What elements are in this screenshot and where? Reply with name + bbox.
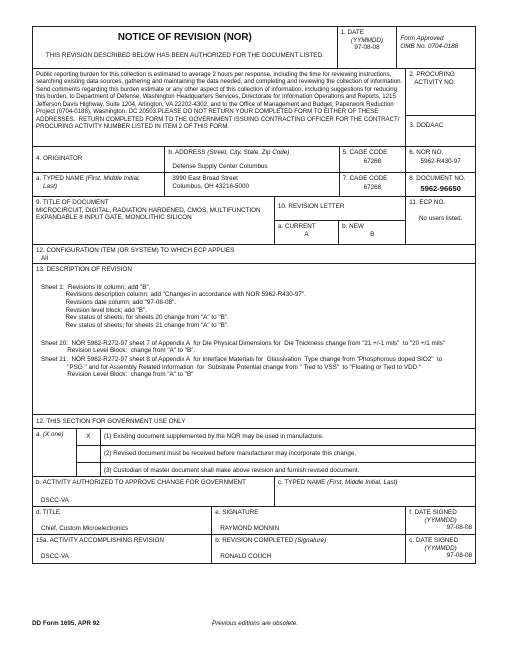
nor-form: [32, 26, 476, 564]
address-cell: [165, 147, 339, 172]
option-2-checkbox[interactable]: [77, 446, 101, 462]
options-col: [77, 429, 475, 476]
cage7-label: 7. CAGE CODE: [342, 175, 388, 182]
burden-cell: [33, 69, 406, 146]
authority-value: DSCC-VA: [41, 496, 69, 504]
title-sign-row: [33, 507, 475, 535]
date-signed-hint: (YYMMDD): [424, 516, 457, 524]
current-value: A: [304, 230, 309, 238]
typed-name-hint: (First, Middle Initial,: [85, 175, 141, 182]
accomplishing-label: 15a. ACTIVITY ACCOMPLISHING REVISION: [36, 537, 164, 544]
current-label: a. CURRENT: [277, 223, 316, 230]
procuring-label: 2. PROCURING ACTIVITY NO.: [409, 71, 456, 86]
cage5-value: 67268: [363, 157, 382, 165]
address-hint: (Street, City, State, Zip Code): [207, 149, 290, 156]
nor-cell: [406, 147, 475, 172]
docno-value: 5962-96650: [420, 183, 461, 193]
config-row: [33, 245, 475, 264]
new-cell: [339, 221, 405, 244]
cage5-cell: [340, 147, 407, 172]
signature-label: e. SIGNATURE: [215, 509, 259, 516]
doc-title-cell: [33, 197, 275, 244]
config-cell: [33, 245, 475, 263]
accomplishing-row: [33, 535, 475, 563]
footer-note: Previous editions are obsolete.: [212, 620, 299, 627]
cage7-value: 67268: [363, 183, 382, 191]
burden-text: Public reporting burden for this collection is estimated to average 2 hours per response, including the time for reviewing instructions, searching existing data sources, gathering and maintaining the data needed, and completing and reviewing the collection of information. Send comments regarding this burden estimate or any other aspect of this collection of information, including suggestions for reducing this burden, to Department of Defense, Washington Headquarters Services, Directorate for Information Operations and Reports, 1215 Jefferson Davis Highway, Suite 1204, Arlington, VA 22202-4302, and to the Office of Management and Budget, Paperwork Reduction Project (0704-0188), Washington, DC 20503.PLEASE DO NOT RETURN YOUR COMPLETED FORM TO EITHER OF THESE ADDRESSES. RETURN COMPLETED FORM TO THE GOVERNMENT ISSUING CONTRACTING OFFICER FOR THE CONTRACT/ PROCURING ACTIVITY NUMBER LISTED IN ITEM 2 OF THIS FORM.: [36, 71, 406, 130]
date-signed-15-label: c. DATE SIGNED: [409, 537, 459, 544]
gov-title-cell: [33, 507, 212, 534]
ecp-cell: [406, 197, 475, 244]
typed-name-hint2: Last): [43, 182, 57, 190]
form-subtitle: THIS REVISION DESCRIBED BELOW HAS BEEN AUTHORIZED FOR THE DOCUMENT LISTED.: [45, 51, 324, 59]
nor-label: 6. NOR NO.: [409, 149, 444, 156]
cage5-label: 5. CAGE CODE: [342, 149, 388, 156]
doc-title-value: MICROCIRCUIT, DIGITAL, RADIATION HARDENED, CMOS, MULTIFUNCTION EXPANDABLE 8 INPUT GATE, MONOLITHIC SILICON: [36, 206, 261, 222]
revision-completed-value: RONALD COUCH: [220, 552, 272, 560]
cage7-cell: [340, 173, 407, 196]
omb-number: OMB No. 0704-0188: [400, 42, 459, 50]
omb-cell: [397, 27, 475, 68]
originator-label: 4. ORIGINATOR: [36, 155, 83, 162]
dodaac-label: 3. DODAAC: [409, 122, 444, 129]
typed-name-cell: [33, 173, 165, 196]
street-cell: [165, 173, 339, 196]
authority-label: b. ACTIVITY AUTHORIZED TO APPROVE CHANGE FOR GOVERNMENT: [36, 479, 246, 486]
ecp-label: 11. ECP NO.: [409, 199, 446, 206]
option-2: [77, 446, 475, 463]
doc-title-label: 9. TITLE OF DOCUMENT: [36, 199, 109, 206]
revision-completed-label: b. REVISION COMPLETED: [215, 537, 294, 544]
revision-completed-hint: (Signature): [294, 537, 327, 544]
docno-label: 8. DOCUMENT NO.: [409, 175, 466, 182]
date-signed-value: 97-08-08: [446, 524, 472, 532]
option-2-text: (2) Revised document must be received before manufacturer may incorporate this change.: [103, 450, 357, 457]
new-value: B: [370, 230, 375, 238]
revision-letter-cell: [275, 197, 406, 244]
address-line1: 3990 East Broad Street: [172, 175, 238, 182]
originator-row: [33, 147, 475, 173]
form-approved: Form Approved: [400, 35, 444, 42]
option-3-checkbox[interactable]: [77, 463, 101, 476]
typed-name-row: [33, 173, 475, 197]
signature-value: RAYMOND MONNIN: [220, 524, 280, 532]
signature-cell: [212, 507, 406, 534]
x-one-cell: [33, 429, 77, 476]
description-row: [33, 264, 475, 415]
current-cell: [275, 221, 339, 244]
option-3-text: (3) Custodian of master document shall make above revision and furnish revised document.: [103, 467, 360, 474]
revision-letter-values: [275, 221, 405, 244]
description-label: 13. DESCRIPTION OF REVISION: [36, 266, 132, 273]
option-1-text: (1) Existing document supplemented by the NOR may be used in manufacture.: [103, 433, 324, 440]
new-label: b. NEW: [342, 223, 364, 230]
procuring-col: [406, 69, 475, 146]
address-line2: Columbus, OH 43216-5000: [172, 182, 250, 190]
date-signed-label: f. DATE SIGNED: [409, 509, 457, 516]
date-value: 97-08-08: [354, 44, 380, 52]
authority-cell: [33, 477, 275, 506]
authority-row: [33, 477, 475, 507]
gov-title-value: Chief, Custom Microelectronics: [41, 524, 129, 532]
doc-title-row: [33, 197, 475, 245]
gov-typed-name-hint: (First, Middle Initial, Last): [327, 479, 398, 486]
form-id: DD Form 1695, APR 92: [32, 620, 100, 627]
date-cell: [338, 27, 398, 68]
x-one-label: a. (X one): [36, 431, 64, 438]
date-format: (YYMMDD): [350, 36, 384, 44]
date-signed-15-cell: [406, 535, 475, 563]
originator-cell: [33, 147, 165, 172]
option-1: [77, 429, 475, 446]
address-label: b. ADDRESS: [168, 149, 206, 156]
description-sheet1: Sheet 1: Revisions ltr column; add "B". Revisions description column; add "Changes in accordance with NOR 5962-R430-97". Revisions date column; add "97-08-08". Revision level block; add "B". Rev status of sheets; for sheets 20 change from "A" to "B". Rev status of sheets; for sheets 21 change from "A" to "B".: [41, 283, 306, 330]
revision-letter-label: 10. REVISION LETTER: [275, 197, 405, 221]
form-title: NOTICE OF REVISION (NOR): [117, 32, 252, 43]
gov-title-label: d. TITLE: [36, 509, 61, 516]
description-cell: [33, 264, 475, 414]
typed-name-label: a. TYPED NAME: [36, 175, 84, 182]
address-name: Defense Supply Center Columbus: [172, 162, 268, 170]
dodaac-cell: [406, 116, 475, 136]
option-1-checkbox[interactable]: X: [77, 429, 101, 445]
ecp-value: No users listed.: [418, 214, 463, 222]
nor-value: 5962-R430-97: [420, 157, 461, 165]
header-row: [33, 27, 475, 69]
title-cell: [33, 27, 338, 68]
date-signed-cell: [406, 507, 475, 534]
accomplishing-cell: [33, 535, 212, 563]
gov-label-row: [33, 415, 475, 429]
date-label: 1. DATE: [340, 29, 364, 36]
procuring-cell: [406, 69, 475, 116]
revision-completed-cell: [212, 535, 406, 563]
date-signed-15-value: 97-08-08: [446, 552, 472, 560]
burden-row: [33, 69, 475, 147]
gov-options-row: [33, 429, 475, 477]
docno-cell: [406, 173, 475, 196]
date-signed-15-hint: (YYMMDD): [424, 544, 457, 552]
accomplishing-value: DSCC-VA: [41, 552, 69, 560]
option-3: [77, 463, 475, 476]
gov-typed-name-label: c. TYPED NAME: [277, 479, 326, 486]
gov-typed-name-cell: [275, 477, 475, 506]
config-value: All: [41, 254, 48, 262]
description-sheet21: Sheet 21: NOR 5962-R272-97 sheet 8 of Appendix A for Interface Materials for Glassivation Type change from "Phosphorous doped SIO2" to "PSG " and for Assembly Related Information for Substrate Potential change from " Tied to VSS" to "Floating or Tied to VDD " Revision Level Block: change from "A" to "B": [41, 356, 443, 379]
config-label: 12. CONFIGURATION ITEM (OR SYSTEM) TO WHICH ECP APPLIES: [36, 247, 235, 254]
description-sheet20: Sheet 20: NOR 5962-R272-97 sheet 7 of Appendix A for Die Physical Dimensions for Die Thickness change from "21 +/-1 mils" to "20 +/1 mils" Revision Level Block: change from "A" to "B".: [41, 339, 445, 355]
gov-label: 12. THIS SECTION FOR GOVERNMENT USE ONLY: [36, 418, 186, 425]
